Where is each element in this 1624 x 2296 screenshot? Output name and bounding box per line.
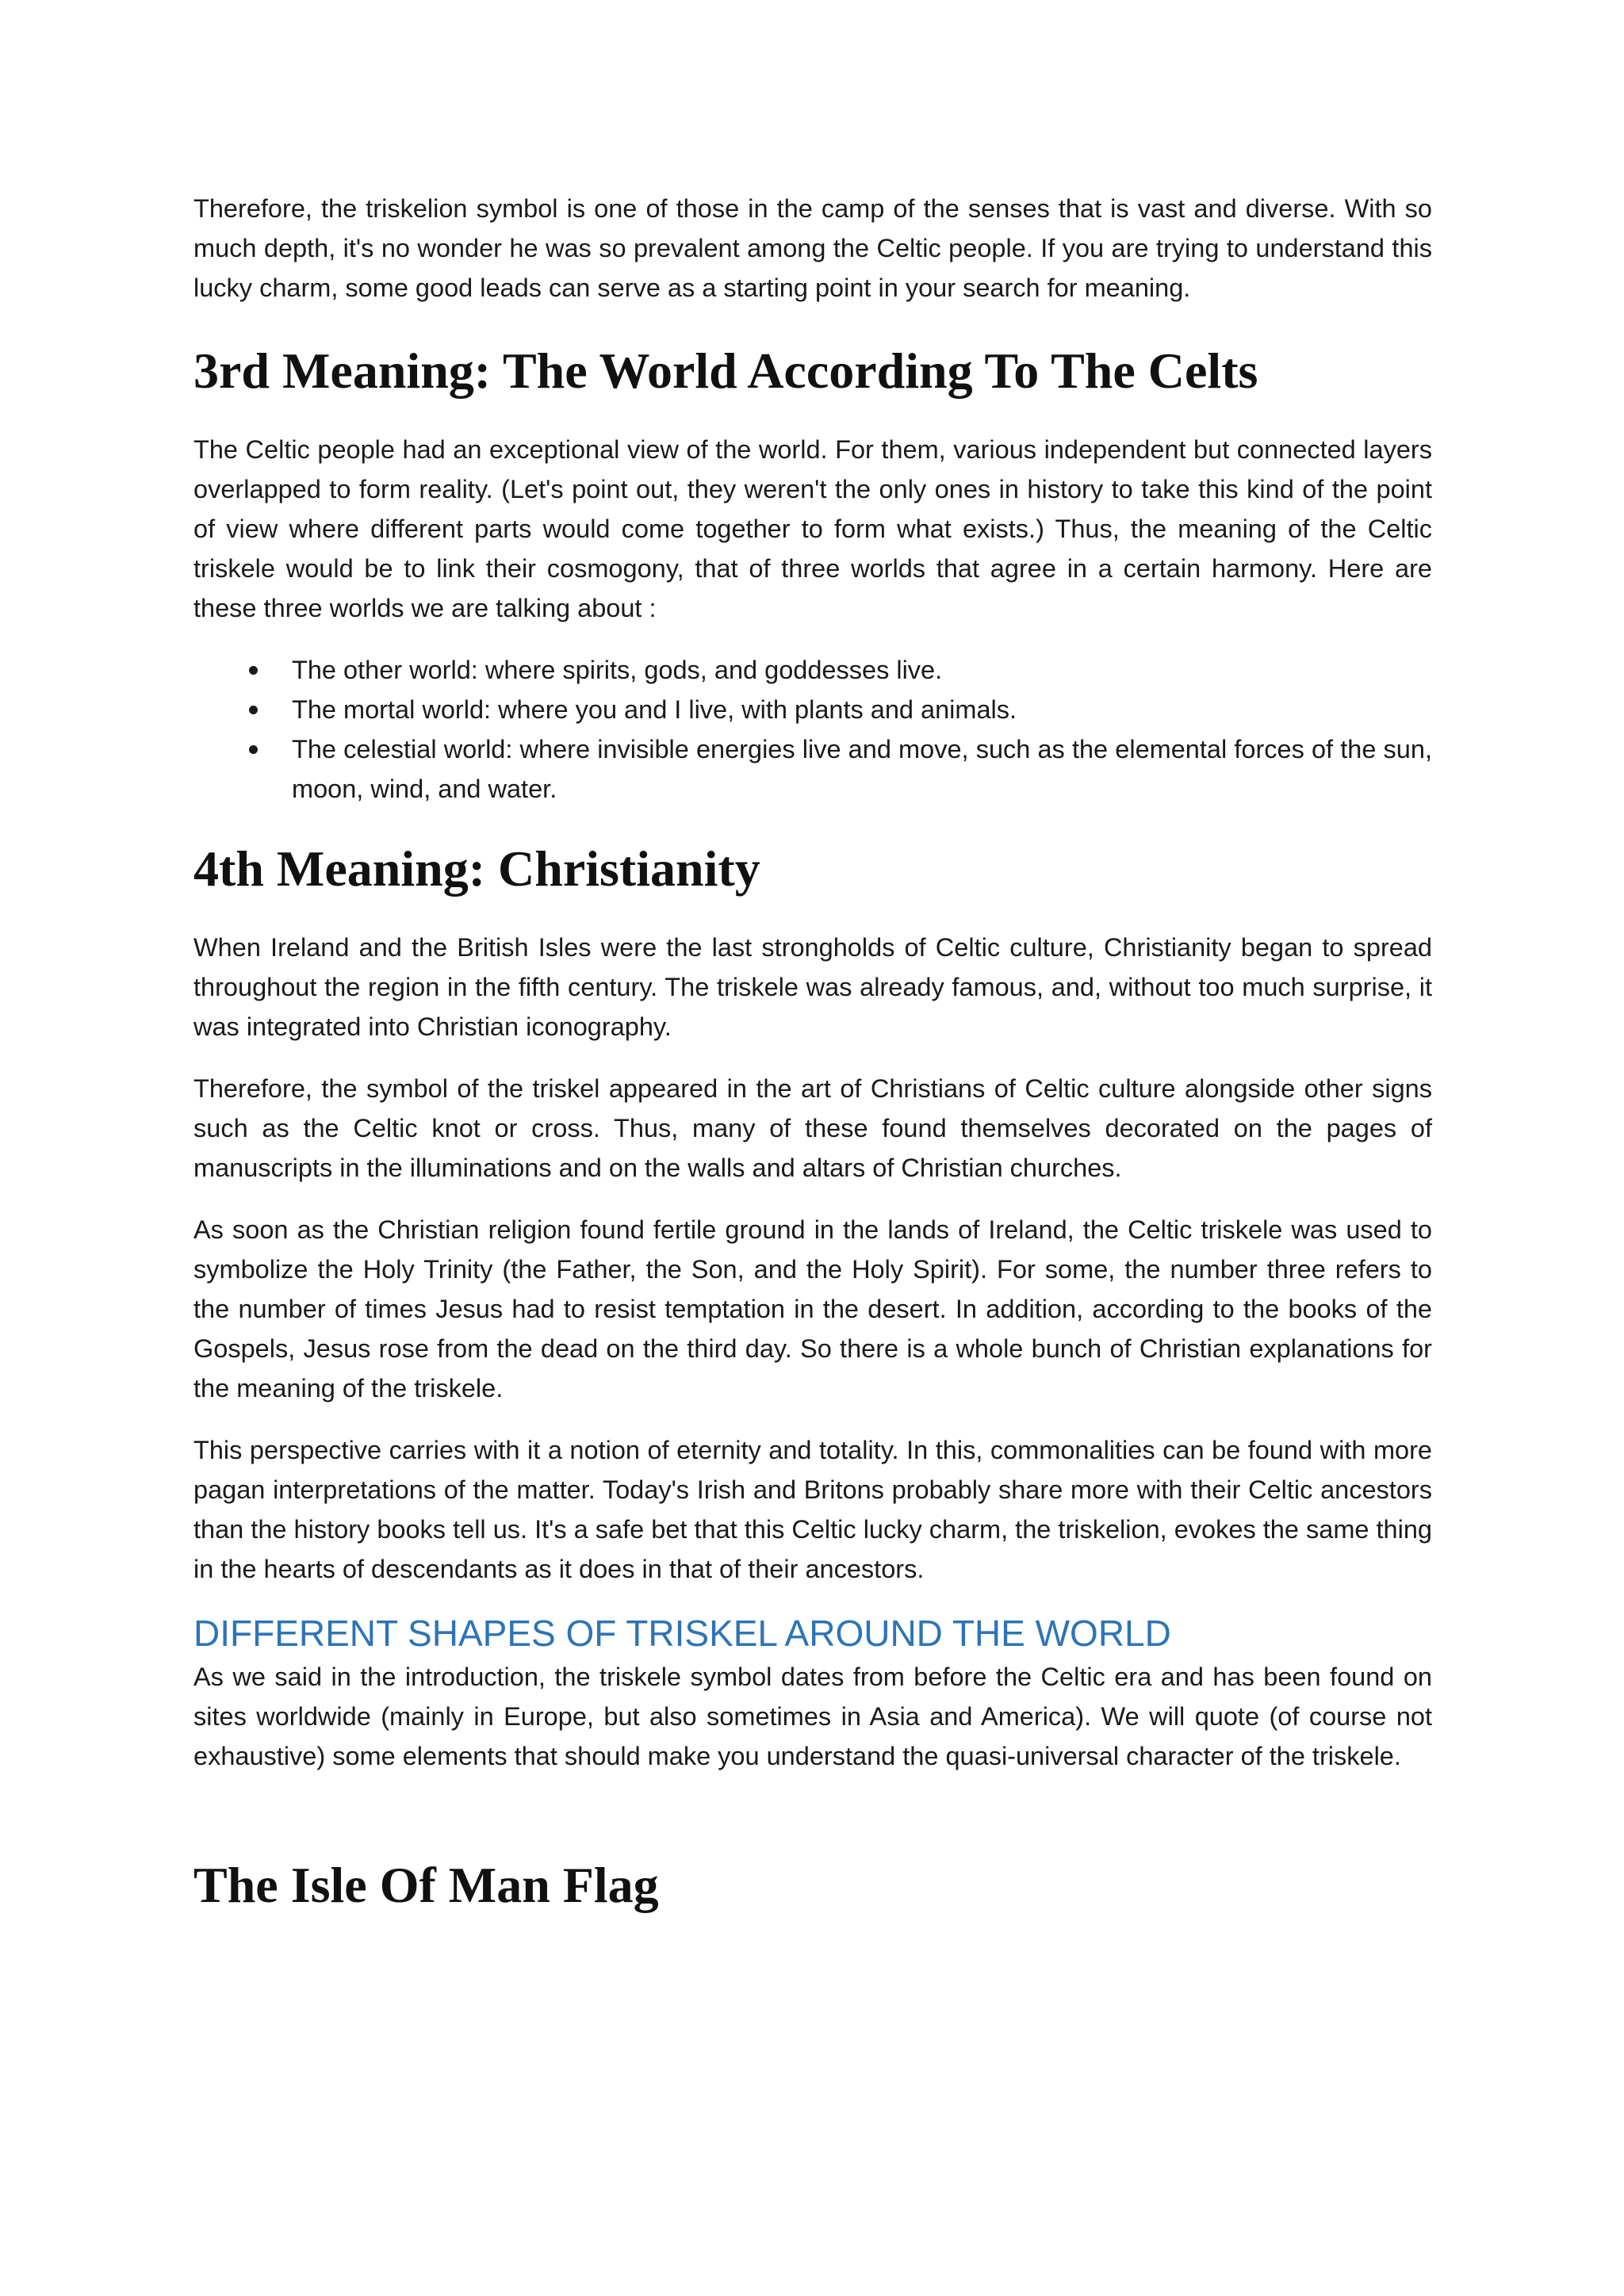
bullet-icon: [249, 666, 258, 675]
list-item: [193, 729, 1432, 809]
heading-world-according-to-celts: 3rd Meaning: The World According To The Celts: [193, 342, 1258, 399]
list-item-text: The celestial world: where invisible energies live and move, such as the elemental forces of the sun, moon, wind, and water.: [292, 735, 1432, 803]
list-item: [193, 650, 1432, 690]
paragraph-christian-art: Therefore, the symbol of the triskel appeared in the art of Christians of Celtic culture alongside other signs such as the Celtic knot or cross. Thus, many of these found themselves decorated on the pages of manuscripts in the illuminations and on the walls and altars of Christian churches.: [193, 1074, 1432, 1182]
list-item: [193, 690, 1432, 729]
heading-christianity: 4th Meaning: Christianity: [193, 840, 760, 897]
three-worlds-list: [193, 650, 1432, 809]
paragraph-christianity-spread: When Ireland and the British Isles were the last strongholds of Celtic culture, Christianity began to spread throughout the region in the fifth century. The triskele was already famous, and, without too much surprise, it was integrated into Christian iconography.: [193, 933, 1432, 1041]
bullet-icon: [249, 745, 258, 754]
intro-paragraph: Therefore, the triskelion symbol is one of those in the camp of the senses that is vast and diverse. With so much depth, it's no wonder he was so prevalent among the Celtic people. If you are trying to understand this lucky charm, some good leads can serve as a starting point in your search for meaning.: [193, 194, 1432, 302]
list-item-text: The other world: where spirits, gods, and goddesses live.: [292, 656, 943, 684]
heading-isle-of-man-flag: The Isle Of Man Flag: [193, 1857, 659, 1913]
paragraph-eternity-totality: This perspective carries with it a notion of eternity and totality. In this, commonalities can be found with more pagan interpretations of the matter. Today's Irish and Britons probably share more with their Celtic ancestors than the history books tell us. It's a safe bet that this Celtic lucky charm, the triskelion, evokes the same thing in the hearts of descendants as it does in that of their ancestors.: [193, 1436, 1432, 1583]
paragraph-celtic-worldview: The Celtic people had an exceptional view of the world. For them, various independent but connected layers overlapped to form reality. (Let's point out, they weren't the only ones in history to take this kind of the point of view where different parts would come together to form what exists.) Thus, the meaning of the Celtic triskele would be to link their cosmogony, that of three worlds that agree in a certain harmony. Here are these three worlds we are talking about :: [193, 435, 1432, 622]
document-page: [193, 189, 1432, 1915]
bullet-icon: [249, 706, 258, 714]
paragraph-holy-trinity: As soon as the Christian religion found fertile ground in the lands of Ireland, the Celtic triskele was used to symbolize the Holy Trinity (the Father, the Son, and the Holy Spirit). For some, the number three refers to the number of times Jesus had to resist temptation in the desert. In addition, according to the books of the Gospels, Jesus rose from the dead on the third day. So there is a whole bunch of Christian explanations for the meaning of the triskele.: [193, 1215, 1432, 1402]
paragraph-shapes-intro: As we said in the introduction, the triskele symbol dates from before the Celtic era and has been found on sites worldwide (mainly in Europe, but also sometimes in Asia and America). We will quote (of course not exhaustive) some elements that should make you understand the quasi-universal character of the triskele.: [193, 1663, 1432, 1770]
heading-different-shapes: DIFFERENT SHAPES OF TRISKEL AROUND THE WORLD: [193, 1613, 1171, 1654]
list-item-text: The mortal world: where you and I live, with plants and animals.: [292, 695, 1017, 724]
